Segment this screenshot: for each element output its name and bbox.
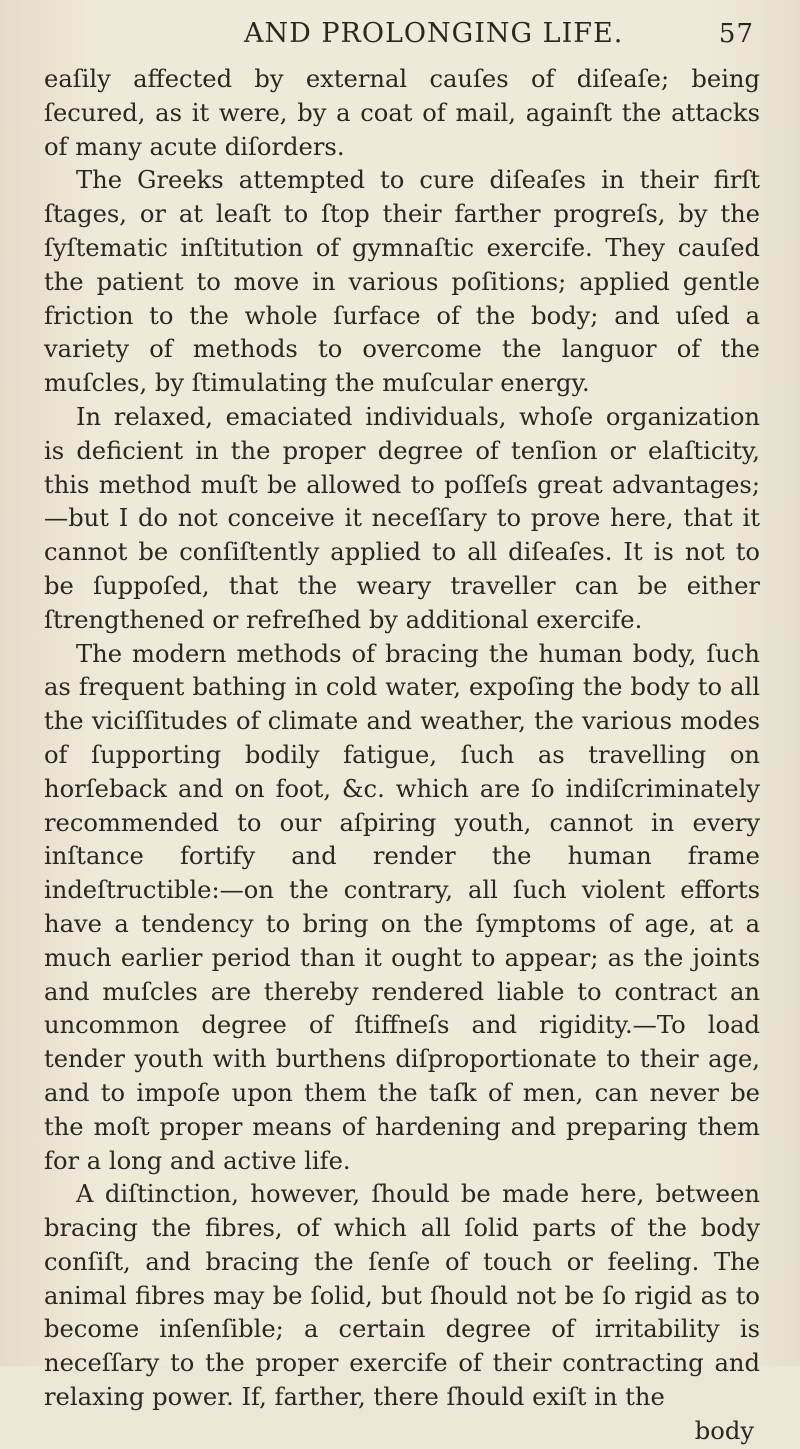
running-head-title: AND PROLONGING LIFE. (244, 18, 624, 49)
paragraph-4: The modern methods of bracing the human body, ſuch as frequent bathing in cold water, expoſing the body to all the viciſſitudes of climate and weather, the various modes of ſupporting bodily fatigue, ſuch as travelling on horſeback and on foot, &c. which are ſo indiſcriminately recommended to our aſpiring youth, cannot in every inſtance fortify and render the human frame indeſtructible:—on the contrary, all ſuch violent efforts have a tendency to bring on the ſymptoms of age, at a much earlier period than it ought to appear; as the joints and muſcles are thereby rendered liable to contract an uncommon degree of ſtiffneſs and rigidity.—To load tender youth with burthens diſproportionate to their age, and to impoſe upon them the taſk of men, can never be the moſt proper means of hardening and preparing them for a long and active life. (44, 639, 760, 1175)
paragraph-3: In relaxed, emaciated individuals, whoſe organization is deficient in the proper degree of tenſion or elaſticity, this method muſt be allowed to poſſeſs great advantages;—but I do not conceive it neceſſary to prove here, that it cannot be conſiſtently applied to all diſeaſes. It is not to be ſuppoſed, that the weary traveller can be either ſtrengthened or refreſhed by additional exercife. (44, 402, 760, 634)
paragraph-2: The Greeks attempted to cure diſeaſes in their firſt ſtages, or at leaſt to ſtop their farther progreſs, by the ſyſtematic inſtitution of gymnaſtic exercife. They cauſed the patient to move in various poſitions; applied gentle friction to the whole ſurface of the body; and uſed a variety of methods to overcome the languor of the muſcles, by ſtimulating the muſcular energy. (44, 166, 760, 398)
catchword: body (694, 1416, 754, 1445)
paragraph-1: eaſily affected by external cauſes of diſeaſe; being ſecured, as it were, by a coat of mail, againſt the attacks of many acute diſorders. (44, 65, 760, 161)
page-number: 57 (718, 19, 754, 49)
body-text (44, 63, 760, 1415)
paragraph-5: A diſtinction, however, ſhould be made here, between bracing the fibres, of which all ſolid parts of the body conſiſt, and bracing the ſenſe of touch or feeling. The animal fibres may be ſolid, but ſhould not be ſo rigid as to become inſenſible; a certain degree of irritability is neceſſary to the proper exercife of their contracting and relaxing power. If, farther, there ſhould exiſt in the (44, 1180, 760, 1412)
running-head (244, 18, 754, 49)
